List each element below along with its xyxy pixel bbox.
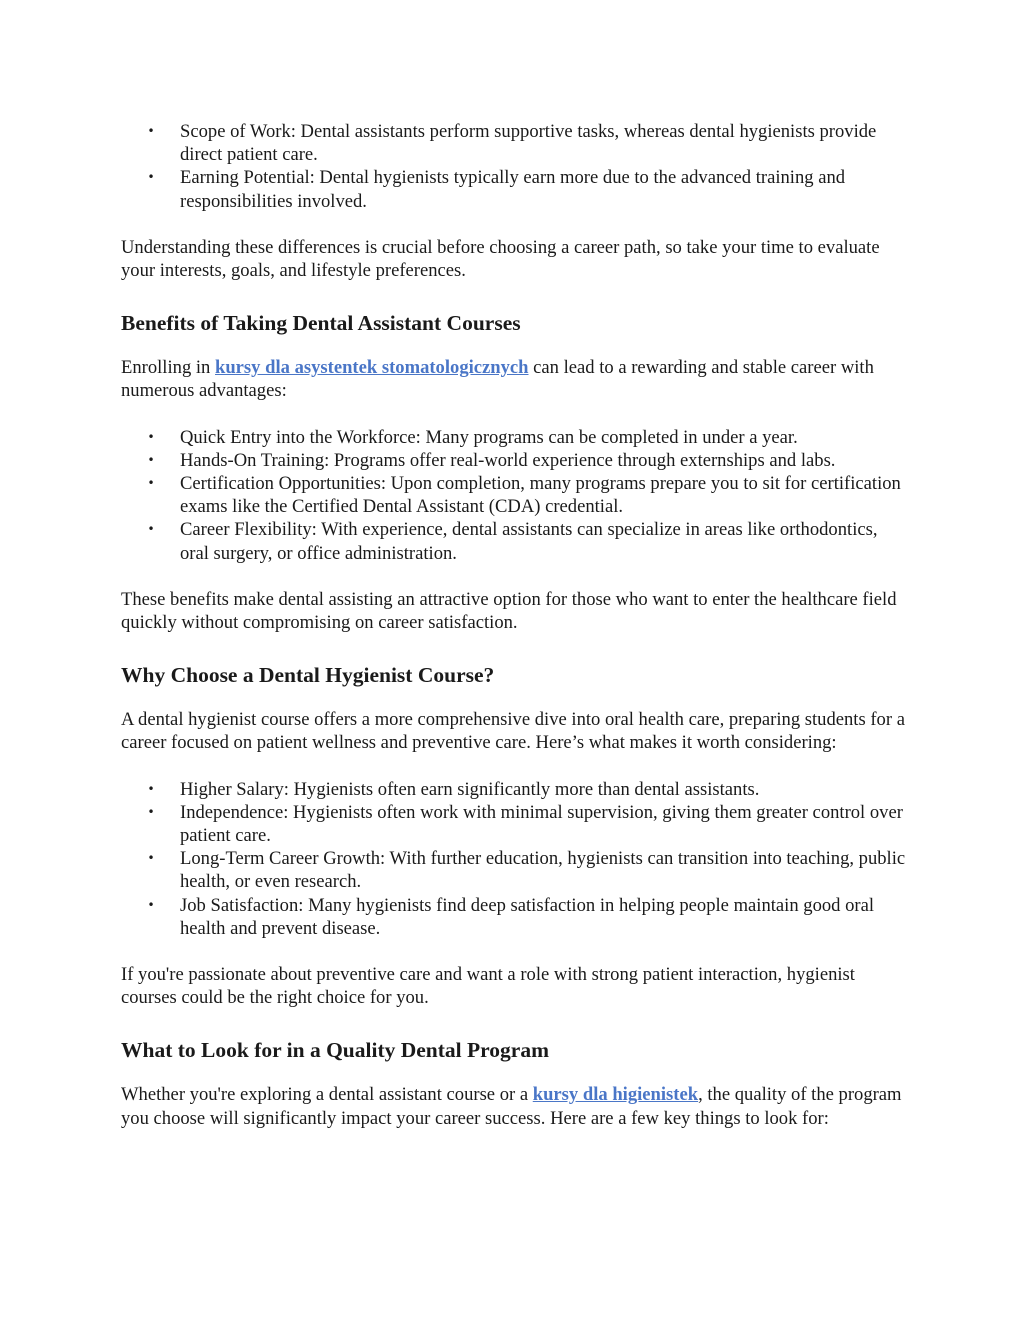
list-item: • Scope of Work: Dental assistants perform supportive tasks, whereas dental hygienists provide direct patient care. xyxy=(147,121,877,166)
differences-list xyxy=(121,120,911,213)
benefits-list xyxy=(121,426,911,565)
bullet-icon: • xyxy=(147,476,155,491)
paragraph: Enrolling in kursy dla asystentek stomatologicznych can lead to a rewarding and stable career with numerous advantages: xyxy=(121,357,874,402)
bullet-icon: • xyxy=(147,851,155,866)
bullet-icon: • xyxy=(147,452,155,467)
section-heading: Benefits of Taking Dental Assistant Courses xyxy=(121,311,521,336)
hygienist-reasons-list xyxy=(121,778,911,940)
list-item: • Career Flexibility: With experience, dental assistants can specialize in areas like orthodontics, oral surgery, or office administration. xyxy=(147,519,878,564)
section-heading: What to Look for in a Quality Dental Program xyxy=(121,1038,550,1063)
list-item: • Certification Opportunities: Upon completion, many programs prepare you to sit for certification exams like the Certified Dental Assistant (CDA) credential. xyxy=(147,473,901,518)
paragraph: A dental hygienist course offers a more comprehensive dive into oral health care, preparing students for a career focused on patient wellness and preventive care. Here’s what makes it worth considering: xyxy=(121,709,905,754)
hygienist-courses-link[interactable]: kursy dla higienistek xyxy=(532,1084,699,1106)
bullet-icon: • xyxy=(147,124,155,138)
list-item: • Earning Potential: Dental hygienists typically earn more due to the advanced training and responsibilities involved. xyxy=(147,167,846,212)
paragraph: These benefits make dental assisting an attractive option for those who want to enter the healthcare field quickly without compromising on career satisfaction. xyxy=(121,588,897,634)
bullet-icon: • xyxy=(147,522,155,537)
section-heading: Why Choose a Dental Hygienist Course? xyxy=(121,663,495,688)
list-item: • Quick Entry into the Workforce: Many programs can be completed in under a year. xyxy=(147,426,798,448)
bullet-icon: • xyxy=(147,429,155,444)
list-item: • Independence: Hygienists often work with minimal supervision, giving them greater control over patient care. xyxy=(147,801,903,847)
list-item: • Job Satisfaction: Many hygienists find deep satisfaction in helping people maintain good oral health and prevent disease. xyxy=(147,894,875,939)
assistant-courses-link[interactable]: kursy dla asystentek stomatologicznych xyxy=(215,357,529,379)
bullet-icon: • xyxy=(147,897,155,912)
paragraph: If you're passionate about preventive care and want a role with strong patient interaction, hygienist courses could be the right choice for you. xyxy=(121,964,855,1009)
paragraph: Understanding these differences is crucial before choosing a career path, so take your time to evaluate your interests, goals, and lifestyle preferences. xyxy=(121,236,880,282)
list-item: • Higher Salary: Hygienists often earn significantly more than dental assistants. xyxy=(147,778,760,800)
list-item: • Hands-On Training: Programs offer real-world experience through externships and labs. xyxy=(147,449,836,471)
bullet-icon: • xyxy=(147,170,155,185)
document-page xyxy=(121,120,911,1130)
bullet-icon: • xyxy=(147,781,155,796)
list-item: • Long-Term Career Growth: With further education, hygienists can transition into teaching, public health, or even research. xyxy=(147,848,906,893)
bullet-icon: • xyxy=(147,804,155,819)
paragraph: Whether you're exploring a dental assistant course or a kursy dla higienistek, the quality of the program you choose will significantly impact your career success. Here are a few key things to look for: xyxy=(121,1084,902,1129)
